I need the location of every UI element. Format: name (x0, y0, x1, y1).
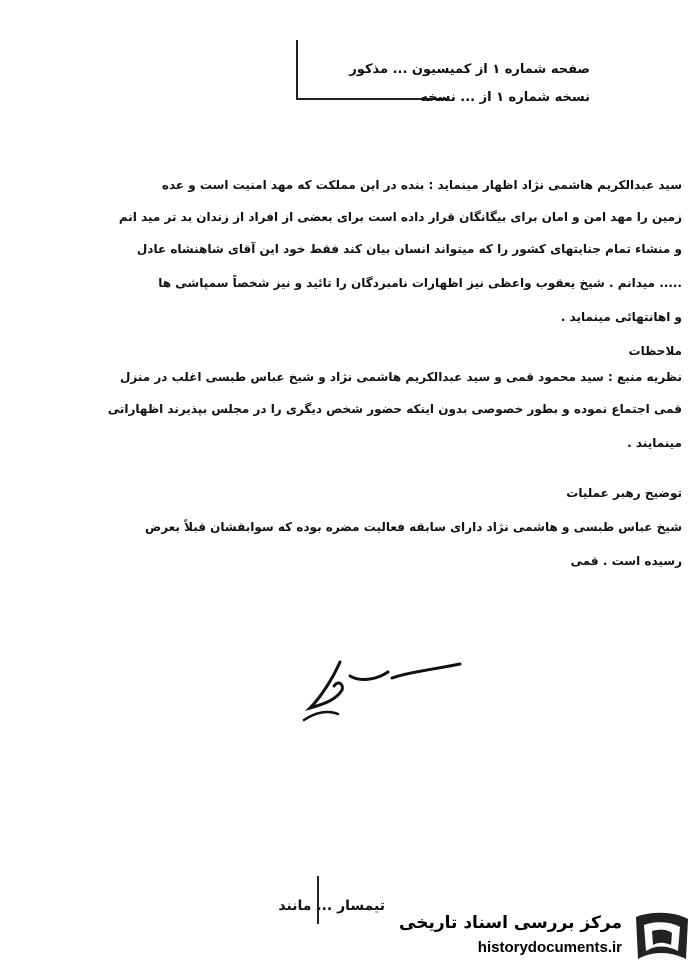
explanation-line: شیخ عباس طبسی و هاشمی نژاد دارای سابقه فعالیت مضره بوده که سوابقشان قبلاً بعرض (145, 520, 682, 534)
remarks-line: نظریه منبع : سید محمود قمی و سید عبدالکریم هاشمی نژاد و شیخ عباس طبسی اغلب در منزل (119, 370, 682, 384)
report-line: سید عبدالکریم هاشمی نژاد اظهار مینماید : بنده در این مملکت که مهد امنیت است و عده (161, 178, 682, 192)
signature-scribble (280, 650, 470, 730)
remarks-line: مینمایند . (627, 436, 682, 450)
report-line: ..... میدانم . شیخ یعقوب واعظی نیز اظهارات نامبردگان را تائید و نیز شخصاً سمپاشی ها (158, 276, 682, 290)
explanation-heading: توضیح رهبر عملیات (566, 486, 682, 500)
watermark-name: مرکز بررسی اسناد تاریخی (399, 913, 622, 933)
remarks-heading: ملاحظات (628, 344, 682, 358)
bottom-note-bracket (310, 870, 400, 930)
header-copy-number: نسخه شماره ۱ از ... نسخه (420, 90, 590, 105)
report-line: و منشاء تمام جنایتهای کشور را که میتواند انسان بیان کند فقط خود این آقای شاهنشاه عادل (136, 242, 682, 256)
remarks-line: قمی اجتماع نموده و بطور خصوصی بدون اینکه حضور شخص دیگری را در مجلس بپذیرند اظهاراتی (107, 402, 682, 416)
watermark-url: historydocuments.ir (477, 939, 622, 956)
archive-emblem-icon (630, 907, 692, 965)
report-line: و اهانتهائی مینماید . (560, 310, 682, 324)
report-line: زمین را مهد امن و امان برای بیگانگان قرار داده است برای بعضی از افراد از زندان بد تر مید انم (118, 210, 682, 224)
watermark-logo (392, 905, 692, 969)
bottom-note: تیمسار ... مانند (278, 898, 385, 914)
explanation-line: رسیده است . قمی (570, 554, 682, 568)
header-page-number: صفحه شماره ۱ از کمیسیون ... مذکور (349, 62, 590, 77)
